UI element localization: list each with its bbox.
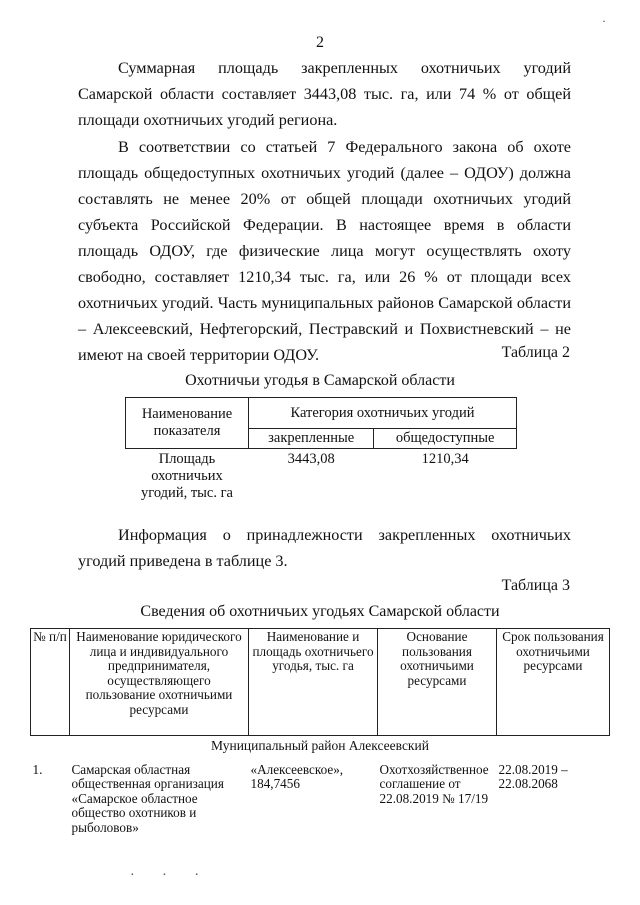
corner-mark: · (602, 14, 606, 28)
t3-section-title: Муниципальный район Алексеевский (211, 738, 429, 753)
table2-caption: Охотничьи угодья в Самарской области (185, 372, 455, 389)
t2-col-public: общедоступные (374, 429, 517, 449)
scan-specks: · · · (130, 868, 211, 883)
t2-col-fixed: закрепленные (249, 429, 374, 449)
table-row (31, 757, 610, 837)
table-2 (125, 397, 517, 503)
t3-header-basis: Основание пользования охотничьими ресурсами (378, 629, 497, 736)
table2-label: Таблица 2 (501, 344, 570, 361)
t2-value-public: 1210,34 (421, 451, 469, 467)
t3-cell-num: 1. (32, 761, 43, 777)
page-number: 2 (316, 34, 324, 51)
paragraph-2: В соответствии со статьей 7 Федерального закона об охоте площадь общедоступных охотничьих угодий (далее – ОДОУ) должна составлять не менее 20% от общей площади охотничьих угодий субъекта Российской Федерации. В настоящее время в области площадь ОДОУ, где физические лица могут осуществлять охоту свободно, составляет 1210,34 тыс. га, или 26 % от площади всех охотничьих угодий. Часть муниципальных районов Самарской области – Алексеевский, Нефтегорский, Пестравский и Похвистневский – не имеют на своей территории ОДОУ. (78, 138, 571, 364)
table3-label: Таблица 3 (501, 577, 570, 594)
t2-header-name: Наименование показателя (126, 398, 249, 449)
paragraph-1: Суммарная площадь закрепленных охотничьих угодий Самарской области составляет 3443,08 тыс. га, или 74 % от общей площади охотничьих угодий региона. (78, 59, 571, 129)
t2-header-category: Категория охотничьих угодий (249, 398, 517, 429)
table-3 (30, 628, 610, 836)
t3-header-entity: Наименование юридического лица и индивидуального предпринимателя, осуществляющего пользование охотничьими ресурсами (70, 629, 249, 736)
t3-header-row (31, 629, 610, 736)
paragraph-3: Информация о принадлежности закрепленных охотничьих угодий приведена в таблице 3. (78, 526, 571, 570)
table3-caption: Сведения об охотничьих угодьях Самарской области (140, 603, 500, 620)
t3-header-num: № п/п (31, 629, 70, 736)
t3-cell-entity: Самарская областная общественная организация «Самарское областное общество охотников и рыболовов» (71, 761, 224, 835)
t3-cell-basis: Охотхозяйственное соглашение от 22.08.2019 № 17/19 (379, 761, 489, 806)
t3-header-ground: Наименование и площадь охотничьего угодья, тыс. га (249, 629, 378, 736)
t3-header-term: Срок пользования охотничьими ресурсами (497, 629, 610, 736)
t3-cell-term: 22.08.2019 – 22.08.2068 (498, 761, 568, 791)
t2-row-label: Площадь охотничьих угодий, тыс. га (141, 451, 233, 501)
t3-cell-ground: «Алексеевское», 184,7456 (250, 761, 344, 791)
t2-value-fixed: 3443,08 (287, 451, 335, 467)
